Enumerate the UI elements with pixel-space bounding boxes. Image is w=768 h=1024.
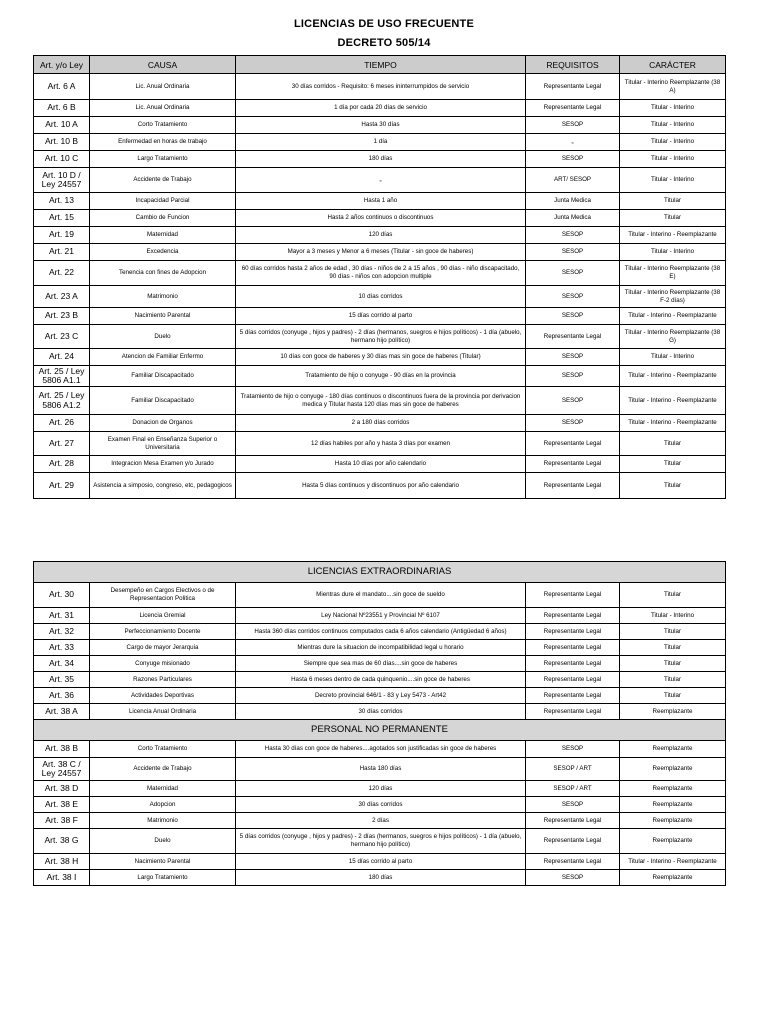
- causa-cell: Largo Tratamiento: [90, 870, 236, 886]
- caracter-cell: Titular: [620, 583, 726, 608]
- art-cell: Art. 38 H: [34, 854, 90, 870]
- tiempo-cell: 30 días corridos - Requisito: 6 meses ininterrumpidos de servicio: [236, 74, 526, 100]
- causa-cell: Licencia Anual Ordinaria: [90, 704, 236, 720]
- art-cell: Art. 10 A: [34, 117, 90, 134]
- art-cell: Art. 31: [34, 608, 90, 624]
- tiempo-cell: Tratamiento de hijo o conyuge - 180 días continuos o discontinuos fuera de la provincia por derivacion medica y Titular hasta 120 días mas sin goce de haberes: [236, 387, 526, 415]
- art-cell: Art. 38 E: [34, 797, 90, 813]
- tiempo-cell: Hasta 30 días: [236, 117, 526, 134]
- caracter-cell: Reemplazante: [620, 704, 726, 720]
- requisitos-cell: Representante Legal: [526, 456, 620, 473]
- caracter-cell: Titular: [620, 432, 726, 456]
- art-cell: Art. 30: [34, 583, 90, 608]
- caracter-cell: Titular - Interino: [620, 168, 726, 193]
- causa-cell: Corto Tratamiento: [90, 117, 236, 134]
- art-cell: Art. 38 C / Ley 24557: [34, 758, 90, 781]
- table-row: [34, 366, 726, 387]
- tiempo-cell: Hasta 10 días por año calendario: [236, 456, 526, 473]
- document-title: LICENCIAS DE USO FRECUENTE: [294, 18, 474, 30]
- tiempo-cell: 120 días: [236, 227, 526, 244]
- requisitos-cell: Representante Legal: [526, 813, 620, 829]
- caracter-cell: Titular: [620, 193, 726, 210]
- table-row: [34, 134, 726, 151]
- art-cell: Art. 24: [34, 349, 90, 366]
- causa-cell: Atencion de Familiar Enfermo: [90, 349, 236, 366]
- requisitos-cell: Representante Legal: [526, 624, 620, 640]
- table-row: [34, 387, 726, 415]
- table-row: [34, 210, 726, 227]
- caracter-cell: Titular: [620, 672, 726, 688]
- section-header-row: [34, 720, 726, 741]
- requisitos-cell: Representante Legal: [526, 100, 620, 117]
- table-row: [34, 672, 726, 688]
- art-cell: Art. 22: [34, 261, 90, 286]
- requisitos-cell: Representante Legal: [526, 608, 620, 624]
- tiempo-cell: 60 días corridos hasta 2 años de edad , 30 días - niños de 2 a 15 años , 90 días - niño discapacitado, 90 días - niños con adopcion multiple: [236, 261, 526, 286]
- art-cell: Art. 13: [34, 193, 90, 210]
- caracter-cell: Reemplazante: [620, 813, 726, 829]
- tiempo-cell: 15 días corrido al parto: [236, 854, 526, 870]
- art-cell: Art. 26: [34, 415, 90, 432]
- causa-cell: Accidente de Trabajo: [90, 758, 236, 781]
- causa-cell: Desempeño en Cargos Electivos o de Representacion Politica: [90, 583, 236, 608]
- table-row: [34, 797, 726, 813]
- tiempo-cell: „: [236, 168, 526, 193]
- table-row: [34, 741, 726, 758]
- table-row: [34, 688, 726, 704]
- caracter-cell: Titular - Interino: [620, 117, 726, 134]
- requisitos-cell: Junta Medica: [526, 193, 620, 210]
- caracter-cell: Titular - Interino: [620, 608, 726, 624]
- licencias-uso-frecuente-table: [33, 55, 726, 499]
- causa-cell: Corto Tratamiento: [90, 741, 236, 758]
- table-row: [34, 583, 726, 608]
- tiempo-cell: 1 día: [236, 134, 526, 151]
- caracter-cell: Titular - Interino: [620, 151, 726, 168]
- tiempo-cell: Hasta 1 año: [236, 193, 526, 210]
- requisitos-cell: Representante Legal: [526, 656, 620, 672]
- requisitos-cell: Representante Legal: [526, 473, 620, 499]
- requisitos-cell: SESOP: [526, 151, 620, 168]
- art-cell: Art. 23 A: [34, 286, 90, 308]
- causa-cell: Excedencia: [90, 244, 236, 261]
- art-cell: Art. 25 / Ley 5806 A1.2: [34, 387, 90, 415]
- causa-cell: Cambio de Funcion: [90, 210, 236, 227]
- causa-cell: Perfeccionamiento Docente: [90, 624, 236, 640]
- section-header-row: [34, 562, 726, 583]
- causa-cell: Matrimonio: [90, 286, 236, 308]
- requisitos-cell: SESOP: [526, 286, 620, 308]
- causa-cell: Accidente de Trabajo: [90, 168, 236, 193]
- table-row: [34, 432, 726, 456]
- caracter-cell: Titular - Interino - Reemplazante: [620, 415, 726, 432]
- causa-cell: Familiar Discapacitado: [90, 387, 236, 415]
- requisitos-cell: „: [526, 134, 620, 151]
- table-row: [34, 244, 726, 261]
- tiempo-cell: 10 días corridos: [236, 286, 526, 308]
- causa-cell: Lic. Anual Ordinaria: [90, 100, 236, 117]
- tiempo-cell: 5 días corridos (conyuge , hijos y padres) - 2 días (hermanos, suegros e hijos políticos) - 1 día (abuelo, hermano hijo político): [236, 829, 526, 854]
- requisitos-cell: Junta Medica: [526, 210, 620, 227]
- causa-cell: Asistencia a simposio, congreso, etc, pedagogicos: [90, 473, 236, 499]
- tiempo-cell: 2 a 180 días corridos: [236, 415, 526, 432]
- caracter-cell: Titular - Interino - Reemplazante: [620, 366, 726, 387]
- causa-cell: Lic. Anual Ordinaria: [90, 74, 236, 100]
- caracter-cell: Titular - Interino - Reemplazante: [620, 387, 726, 415]
- table-row: [34, 151, 726, 168]
- requisitos-cell: SESOP: [526, 349, 620, 366]
- requisitos-cell: Representante Legal: [526, 672, 620, 688]
- caracter-cell: Reemplazante: [620, 758, 726, 781]
- table-row: [34, 656, 726, 672]
- table-row: [34, 704, 726, 720]
- tiempo-cell: Hasta 2 años continuos o discontinuos: [236, 210, 526, 227]
- requisitos-cell: Representante Legal: [526, 432, 620, 456]
- caracter-cell: Titular - Interino: [620, 134, 726, 151]
- causa-cell: Nacimiento Parental: [90, 854, 236, 870]
- requisitos-cell: SESOP: [526, 117, 620, 134]
- art-cell: Art. 34: [34, 656, 90, 672]
- art-cell: Art. 15: [34, 210, 90, 227]
- causa-cell: Licencia Gremial: [90, 608, 236, 624]
- art-cell: Art. 32: [34, 624, 90, 640]
- art-cell: Art. 10 D / Ley 24557: [34, 168, 90, 193]
- causa-cell: Incapacidad Parcial: [90, 193, 236, 210]
- header-causa: CAUSA: [90, 56, 236, 74]
- tiempo-cell: 180 días: [236, 151, 526, 168]
- tiempo-cell: Mientras dure el mandato....sin goce de sueldo: [236, 583, 526, 608]
- tiempo-cell: Mayor a 3 meses y Menor a 6 meses (Titular - sin goce de haberes): [236, 244, 526, 261]
- header-art: Art. y/o Ley: [34, 56, 90, 74]
- requisitos-cell: Representante Legal: [526, 583, 620, 608]
- tiempo-cell: Ley Nacional Nº23551 y Provincial Nº 6107: [236, 608, 526, 624]
- table-row: [34, 325, 726, 349]
- causa-cell: Examen Final en Enseñanza Superior o Universitaria: [90, 432, 236, 456]
- requisitos-cell: Representante Legal: [526, 854, 620, 870]
- section-title-no-permanente: PERSONAL NO PERMANENTE: [34, 720, 726, 741]
- header-caracter: CARÁCTER: [620, 56, 726, 74]
- requisitos-cell: SESOP / ART: [526, 758, 620, 781]
- causa-cell: Conyuge misionado: [90, 656, 236, 672]
- art-cell: Art. 6 A: [34, 74, 90, 100]
- caracter-cell: Reemplazante: [620, 781, 726, 797]
- causa-cell: Duelo: [90, 829, 236, 854]
- requisitos-cell: SESOP: [526, 308, 620, 325]
- section-title-extraordinarias: LICENCIAS EXTRAORDINARIAS: [34, 562, 726, 583]
- requisitos-cell: Representante Legal: [526, 688, 620, 704]
- table-row: [34, 624, 726, 640]
- table-row: [34, 758, 726, 781]
- causa-cell: Tenencia con fines de Adopcion: [90, 261, 236, 286]
- tiempo-cell: 30 días corridos: [236, 704, 526, 720]
- requisitos-cell: SESOP: [526, 870, 620, 886]
- table-row: [34, 349, 726, 366]
- art-cell: Art. 6 B: [34, 100, 90, 117]
- requisitos-cell: Representante Legal: [526, 74, 620, 100]
- caracter-cell: Titular - Interino - Reemplazante: [620, 854, 726, 870]
- art-cell: Art. 19: [34, 227, 90, 244]
- table-row: [34, 261, 726, 286]
- tiempo-cell: Hasta 30 días con goce de haberes....agotados son justificadas sin goce de haberes: [236, 741, 526, 758]
- caracter-cell: Titular: [620, 210, 726, 227]
- table-row: [34, 308, 726, 325]
- table-row: [34, 168, 726, 193]
- causa-cell: Maternidad: [90, 227, 236, 244]
- table-row: [34, 117, 726, 134]
- requisitos-cell: Representante Legal: [526, 829, 620, 854]
- tiempo-cell: 120 días: [236, 781, 526, 797]
- tiempo-cell: 30 días corridos: [236, 797, 526, 813]
- art-cell: Art. 28: [34, 456, 90, 473]
- table-row: [34, 813, 726, 829]
- caracter-cell: Reemplazante: [620, 870, 726, 886]
- table-header-row: [34, 56, 726, 74]
- causa-cell: Maternidad: [90, 781, 236, 797]
- caracter-cell: Reemplazante: [620, 829, 726, 854]
- causa-cell: Largo Tratamiento: [90, 151, 236, 168]
- table-row: [34, 870, 726, 886]
- caracter-cell: Titular - Interino - Reemplazante: [620, 308, 726, 325]
- caracter-cell: Titular: [620, 640, 726, 656]
- caracter-cell: Titular: [620, 624, 726, 640]
- table-row: [34, 640, 726, 656]
- table-row: [34, 100, 726, 117]
- table-row: [34, 286, 726, 308]
- caracter-cell: Titular: [620, 473, 726, 499]
- caracter-cell: Reemplazante: [620, 741, 726, 758]
- causa-cell: Cargo de mayor Jerarquia: [90, 640, 236, 656]
- table-row: [34, 227, 726, 244]
- art-cell: Art. 36: [34, 688, 90, 704]
- tiempo-cell: Hasta 360 días corridos continuos computados cada 6 años calendario (Antigüedad 6 años): [236, 624, 526, 640]
- art-cell: Art. 29: [34, 473, 90, 499]
- tiempo-cell: 10 días con goce de haberes y 30 días mas sin goce de haberes (Titular): [236, 349, 526, 366]
- causa-cell: Donacion de Organos: [90, 415, 236, 432]
- art-cell: Art. 35: [34, 672, 90, 688]
- tiempo-cell: Hasta 180 días: [236, 758, 526, 781]
- tiempo-cell: 180 días: [236, 870, 526, 886]
- caracter-cell: Titular - Interino Reemplazante (38 E): [620, 261, 726, 286]
- art-cell: Art. 33: [34, 640, 90, 656]
- caracter-cell: Reemplazante: [620, 797, 726, 813]
- art-cell: Art. 21: [34, 244, 90, 261]
- table-row: [34, 193, 726, 210]
- causa-cell: Duelo: [90, 325, 236, 349]
- requisitos-cell: SESOP: [526, 227, 620, 244]
- table-row: [34, 854, 726, 870]
- tiempo-cell: Hasta 5 días continuos y discontinuos por año calendario: [236, 473, 526, 499]
- causa-cell: Matrimonio: [90, 813, 236, 829]
- requisitos-cell: SESOP: [526, 387, 620, 415]
- header-requisitos: REQUISITOS: [526, 56, 620, 74]
- caracter-cell: Titular - Interino Reemplazante (38 A): [620, 74, 726, 100]
- tiempo-cell: Mientras dure la situacion de incompatibilidad legal u horario: [236, 640, 526, 656]
- requisitos-cell: SESOP / ART: [526, 781, 620, 797]
- causa-cell: Actividades Deportivas: [90, 688, 236, 704]
- table-row: [34, 415, 726, 432]
- art-cell: Art. 25 / Ley 5806 A1.1: [34, 366, 90, 387]
- caracter-cell: Titular: [620, 688, 726, 704]
- causa-cell: Nacimiento Parental: [90, 308, 236, 325]
- caracter-cell: Titular: [620, 656, 726, 672]
- art-cell: Art. 23 C: [34, 325, 90, 349]
- requisitos-cell: SESOP: [526, 741, 620, 758]
- requisitos-cell: SESOP: [526, 261, 620, 286]
- requisitos-cell: SESOP: [526, 244, 620, 261]
- requisitos-cell: SESOP: [526, 415, 620, 432]
- art-cell: Art. 23 B: [34, 308, 90, 325]
- tiempo-cell: Tratamiento de hijo o conyuge - 90 días en la provincia: [236, 366, 526, 387]
- tiempo-cell: Hasta 6 meses dentro de cada quinquenio....sin goce de haberes: [236, 672, 526, 688]
- caracter-cell: Titular - Interino: [620, 244, 726, 261]
- art-cell: Art. 38 I: [34, 870, 90, 886]
- tiempo-cell: 12 días habiles por año y hasta 3 días por examen: [236, 432, 526, 456]
- art-cell: Art. 38 A: [34, 704, 90, 720]
- art-cell: Art. 10 B: [34, 134, 90, 151]
- caracter-cell: Titular - Interino: [620, 100, 726, 117]
- requisitos-cell: SESOP: [526, 366, 620, 387]
- causa-cell: Enfermedad en horas de trabajo: [90, 134, 236, 151]
- art-cell: Art. 27: [34, 432, 90, 456]
- caracter-cell: Titular - Interino - Reemplazante: [620, 227, 726, 244]
- causa-cell: Integracion Mesa Examen y/o Jurado: [90, 456, 236, 473]
- caracter-cell: Titular: [620, 456, 726, 473]
- tiempo-cell: Siempre que sea mas de 60 días....sin goce de haberes: [236, 656, 526, 672]
- art-cell: Art. 38 F: [34, 813, 90, 829]
- art-cell: Art. 38 G: [34, 829, 90, 854]
- licencias-extraordinarias-table: [33, 561, 726, 886]
- document-subtitle: DECRETO 505/14: [337, 37, 431, 49]
- table-row: [34, 608, 726, 624]
- requisitos-cell: Representante Legal: [526, 704, 620, 720]
- art-cell: Art. 10 C: [34, 151, 90, 168]
- requisitos-cell: Representante Legal: [526, 325, 620, 349]
- table-row: [34, 74, 726, 100]
- art-cell: Art. 38 B: [34, 741, 90, 758]
- tiempo-cell: Decreto provincial 646/1 - 83 y Ley 5473 - Art42: [236, 688, 526, 704]
- tiempo-cell: 2 días: [236, 813, 526, 829]
- requisitos-cell: Representante Legal: [526, 640, 620, 656]
- art-cell: Art. 38 D: [34, 781, 90, 797]
- causa-cell: Razones Particulares: [90, 672, 236, 688]
- caracter-cell: Titular - Interino Reemplazante (38 F-2 días): [620, 286, 726, 308]
- requisitos-cell: ART/ SESOP: [526, 168, 620, 193]
- requisitos-cell: SESOP: [526, 797, 620, 813]
- tiempo-cell: 5 días corridos (conyuge , hijos y padres) - 2 días (hermanos, suegros e hijos políticos) - 1 día (abuelo, hermano hijo político): [236, 325, 526, 349]
- caracter-cell: Titular - Interino Reemplazante (38 G): [620, 325, 726, 349]
- tiempo-cell: 1 día por cada 20 días de servicio: [236, 100, 526, 117]
- table-row: [34, 456, 726, 473]
- causa-cell: Adopcion: [90, 797, 236, 813]
- tiempo-cell: 15 días corrido al parto: [236, 308, 526, 325]
- header-tiempo: TIEMPO: [236, 56, 526, 74]
- table-row: [34, 781, 726, 797]
- causa-cell: Familiar Discapacitado: [90, 366, 236, 387]
- caracter-cell: Titular - Interino: [620, 349, 726, 366]
- table-row: [34, 829, 726, 854]
- table-row: [34, 473, 726, 499]
